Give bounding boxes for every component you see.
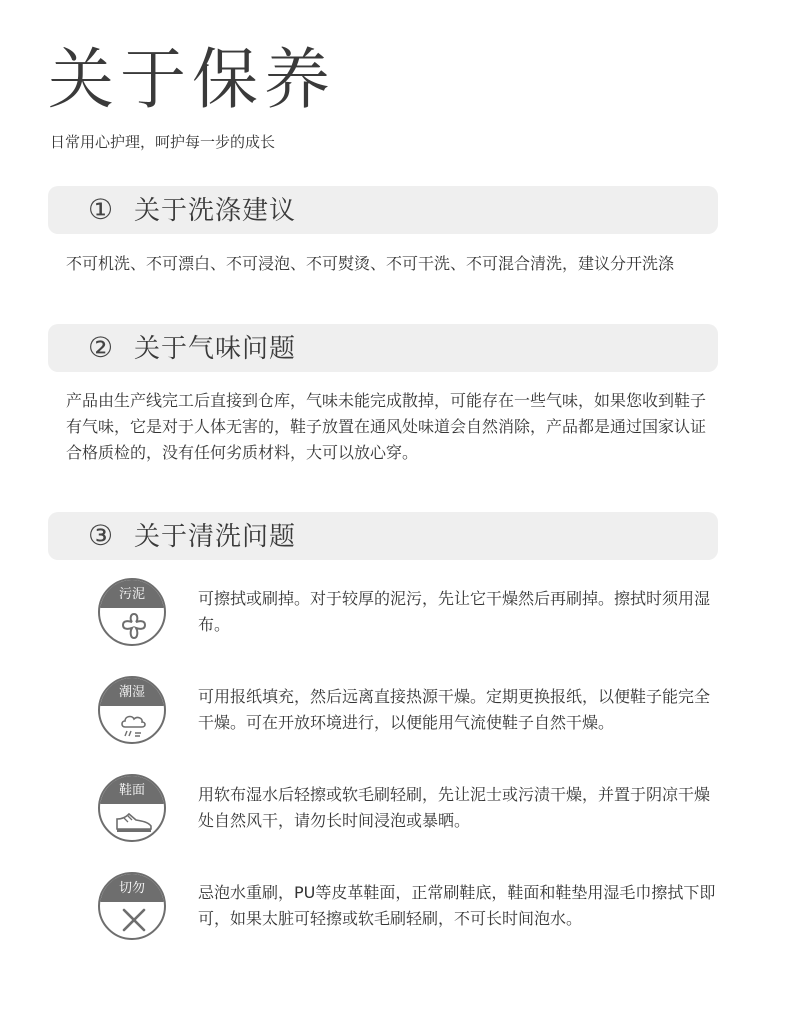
item-text: 可用报纸填充，然后远离直接热源干燥。定期更换报纸，以便鞋子能完全干燥。可在开放环境进行，以便能用气流使鞋子自然干燥。 — [198, 687, 711, 732]
list-item — [98, 578, 718, 650]
item-text: 用软布湿水后轻擦或软毛刷轻刷，先让泥士或污渍干燥，并置于阴凉干燥处自然风干，请勿长时间浸泡或暴晒。 — [198, 785, 711, 830]
list-item — [98, 872, 718, 944]
badge-upper — [98, 774, 166, 842]
stain-icon — [114, 610, 154, 644]
section-title: 关于气味问题 — [134, 334, 297, 364]
item-text: 忌泡水重刷，PU等皮革鞋面，正常刷鞋底，鞋面和鞋垫用湿毛巾擦拭下即可，如果太脏可轻擦或软毛刷轻刷，不可长时间泡水。 — [198, 883, 716, 928]
list-item — [98, 676, 718, 748]
badge-label: 切勿 — [100, 874, 164, 902]
badge-label: 污泥 — [100, 580, 164, 608]
section-header-cleaning — [48, 512, 718, 560]
cloud-rain-icon — [114, 708, 154, 742]
section-text-odor: 产品由生产线完工后直接到仓库，气味未能完成散掉，可能存在一些气味，如果您收到鞋子有气味，它是对于人体无害的，鞋子放置在通风处味道会自然消除，产品都是通过国家认证合格质检的，没有任何劣质材料，大可以放心穿。 — [66, 391, 707, 462]
item-text: 可擦拭或刷掉。对于较厚的泥污，先让它干燥然后再刷掉。擦拭时须用湿布。 — [198, 589, 711, 634]
section-number: ③ — [88, 519, 114, 552]
section-title: 关于洗涤建议 — [134, 196, 297, 226]
section-header-washing — [48, 186, 718, 234]
section-number: ② — [88, 331, 114, 364]
cross-icon — [114, 904, 154, 938]
page-subtitle: 日常用心护理，呵护每一步的成长 — [50, 133, 276, 151]
list-item — [98, 774, 718, 846]
section-header-odor — [48, 324, 718, 372]
badge-stain — [98, 578, 166, 646]
section-title: 关于清洗问题 — [134, 522, 297, 552]
badge-never — [98, 872, 166, 940]
page-title: 关于保养 — [48, 41, 336, 118]
badge-label: 鞋面 — [100, 776, 164, 804]
shoe-icon — [114, 806, 154, 840]
section-text-washing: 不可机洗、不可漂白、不可浸泡、不可熨烫、不可干洗、不可混合清洗，建议分开洗涤 — [66, 254, 675, 273]
badge-label: 潮湿 — [100, 678, 164, 706]
badge-damp — [98, 676, 166, 744]
section-number: ① — [88, 193, 114, 226]
